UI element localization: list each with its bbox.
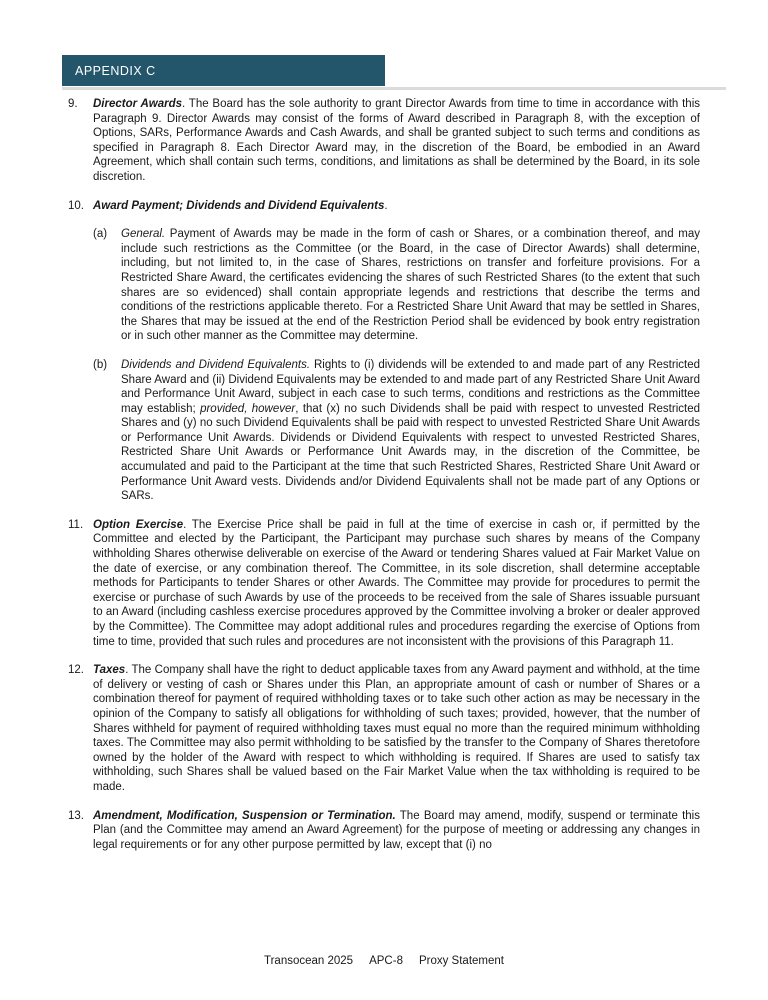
paragraph-body [93,518,700,649]
footer-company: Transocean 2025 [264,955,354,967]
appendix-banner-label: APPENDIX C [75,63,156,78]
paragraph-body [93,199,700,504]
numbered-paragraph [68,518,700,649]
paragraph-body [93,663,700,794]
text-segment: provided, however [200,402,296,415]
paragraph-number: 13. [68,809,84,822]
numbered-paragraph [68,663,700,794]
text-segment: Taxes [93,664,126,677]
lettered-subitem [93,227,700,344]
subitem-body [121,358,700,504]
paragraph-body [93,809,700,853]
paragraph-number: 9. [68,98,78,110]
text-segment: The Board may amend, modify, suspend or terminate this Plan (and the Committee may amend an Award Agreement) for the purpose of meeting or addressing any changes in legal requirements or for any other purpose permitted by law, except that (i) no [93,809,700,851]
text-segment: . [384,199,388,212]
text-segment: . The Company shall have the right to deduct applicable taxes from any Award payment and withhold, at the time of delivery or vesting of cash or Shares under this Plan, an appropriate amount of cash or number of Shares or a combination thereof for payment of required withholding taxes or to take such other action as may be necessary in the opinion of the Company to satisfy all obligations for withholding of such taxes; provided, however, that the number of Shares withheld for payment of required withholding taxes must equal no more than the required minimum withholding taxes. The Committee may also permit withholding to be satisfied by the transfer to the Company of Shares theretofore owned by the holder of the Award with respect to which withholding is required. If Shares are used to satisfy tax withholding, such Shares shall be valued based on the Fair Market Value when the tax withholding is required to be made. [93,664,700,793]
text-segment: Award Payment; Dividends and Dividend Equivalents [93,199,385,212]
subitem-label: (a) [93,228,108,241]
paragraph-number: 11. [68,518,84,531]
text-segment: Payment of Awards may be made in the form of cash or Shares, or a combination thereof, and may include such restrictions as the Committee (or the Board, in the case of Director Awards) shall determine, including, but not limited to, in the case of Shares, restrictions on transfer and forfeiture provisions. For a Restricted Share Award, the certificates evidencing the shares of such Restricted Shares (to the extent that such shares are so evidenced) shall contain appropriate legends and restrictions that describe the terms and conditions of the restrictions applicable thereto. For a Restricted Share Unit Award that may be settled in Shares, the Shares that may be issued at the end of the Restriction Period shall be evidenced by book entry registration or in such other manner as the Committee may determine. [121,228,700,343]
paragraph-number: 10. [68,199,84,212]
paragraph-body [93,97,700,185]
paragraph-number: 12. [68,664,84,677]
numbered-paragraph [68,97,700,185]
lettered-subitem [93,358,700,504]
paragraph-list [68,97,700,866]
text-segment: . The Exercise Price shall be paid in full at the time of exercise in cash or, if permitted by the Committee and elected by the Participant, the Participant may purchase such shares by means of the Company withholding Shares otherwise deliverable on exercise of the Award or tendering Shares valued at Fair Market Value on the date of exercise, or any combination thereof. The Committee, in its sole discretion, shall determine acceptable methods for Participants to tender Shares or other Awards. The Committee may provide for procedures to permit the exercise or purchase of such Awards by use of the proceeds to be received from the sale of Shares issuable pursuant to an Award (including cashless exercise procedures approved by the Committee involving a broker or dealer approved by the Committee). The Committee may adopt additional rules and procedures regarding the exercise of Options from time to time, provided that such rules and procedures are not inconsistent with the provisions of this Paragraph 11. [93,518,701,648]
text-segment: General. [121,228,166,241]
subitem-label: (b) [93,358,108,371]
footer-document-name: Proxy Statement [418,955,504,967]
header-rule [62,87,726,90]
text-segment: Option Exercise [93,518,184,531]
appendix-banner [62,55,385,86]
text-segment: Rights to (i) dividends will be extended to and made part of any Restricted Share Award and (ii) Dividend Equivalents may be extended to and made part of any Restricted Share Unit Award and Performance Unit Award, subject in each case to such terms, conditions and restrictions as the Committee may establish; [121,358,701,415]
text-segment: , that (x) no such Dividends shall be paid with respect to unvested Restricted Shares and (y) no such Dividend Equivalents shall be paid with respect to unvested Restricted Share Unit Awards or Performance Unit Awards. Dividends or Dividend Equivalents with respect to unvested Restricted Shares, Restricted Share Unit Awards or Performance Unit Awards may, in the discretion of the Committee, be accumulated and paid to the Participant at the time that such Restricted Shares, Restricted Share Unit Award or Performance Unit Award vests. Dividends and/or Dividend Equivalents shall not be made part of any Options or SARs. [121,402,700,503]
footer-page-number: APC-8 [369,955,403,967]
text-segment: . The Board has the sole authority to grant Director Awards from time to time in accordance with this Paragraph 9. Director Awards may consist of the forms of Award described in Paragraph 8, with the exception of Options, SARs, Performance Awards and Cash Awards, and shall be granted subject to such terms and conditions as specified in Paragraph 8. Each Director Award may, in the discretion of the Board, be embodied in an Award Agreement, which shall contain such terms, conditions, and limitations as shall be determined by the Board, in its sole discretion. [93,98,700,183]
numbered-paragraph [68,199,700,504]
text-segment: Dividends and Dividend Equivalents. [121,358,311,371]
page-footer [0,955,768,967]
text-segment: Director Awards [93,98,183,110]
subitem-body [121,227,700,344]
text-segment: Amendment, Modification, Suspension or Termination. [93,809,396,822]
numbered-paragraph [68,809,700,853]
